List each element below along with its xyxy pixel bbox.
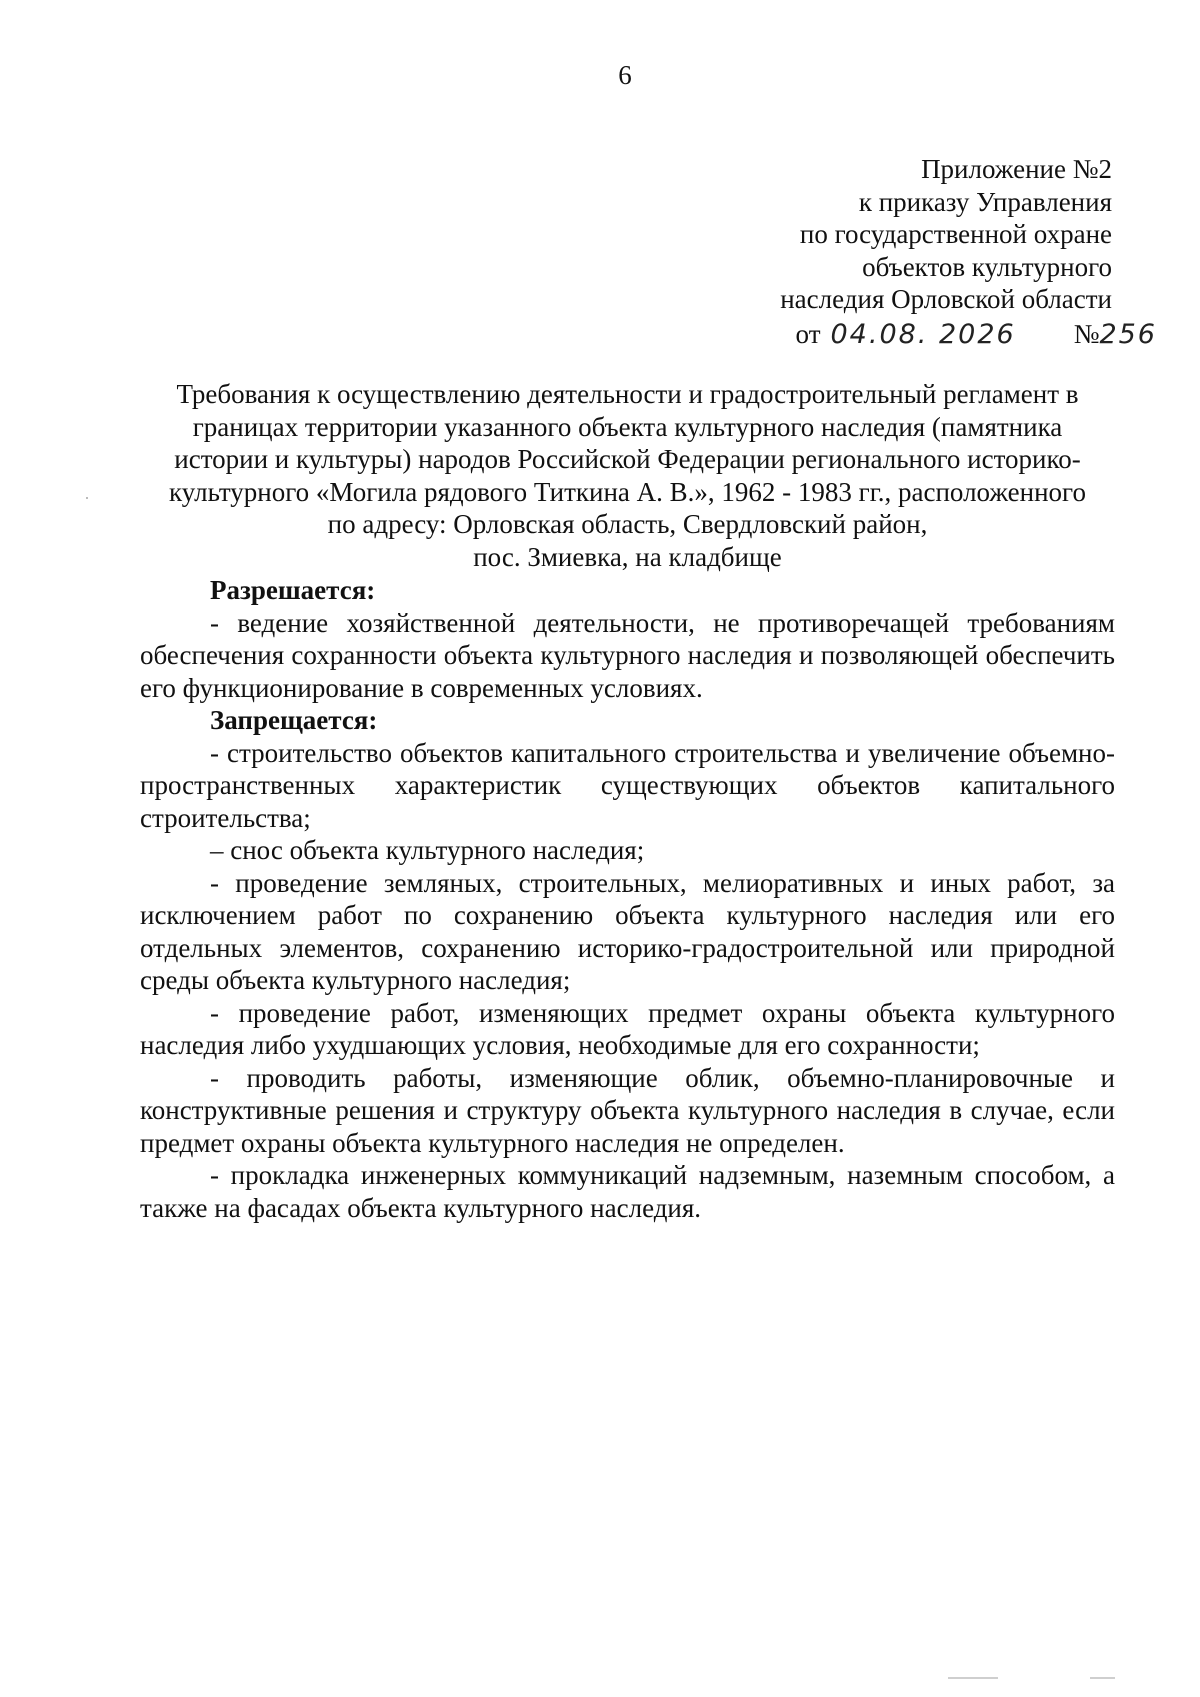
title-line: пос. Змиевка, на кладбище bbox=[473, 541, 782, 572]
scan-artifact bbox=[948, 1677, 998, 1679]
date-label: от bbox=[795, 318, 821, 349]
document-title bbox=[140, 378, 1115, 573]
scan-speck bbox=[86, 497, 88, 499]
allowed-heading: Разрешается: bbox=[210, 575, 376, 605]
appendix-line: Приложение №2 bbox=[921, 154, 1112, 184]
handwritten-number: 256 bbox=[1099, 318, 1157, 350]
scan-artifact bbox=[1090, 1677, 1115, 1679]
prohibited-item: - строительство объектов капитального строительства и увеличение объемно-пространственных характеристик существующих объектов капитального строительства; bbox=[140, 737, 1115, 833]
prohibited-heading: Запрещается: bbox=[210, 705, 378, 735]
title-line: по адресу: Орловская область, Свердловский район, bbox=[327, 509, 928, 539]
order-date-number-line bbox=[780, 318, 1157, 352]
prohibited-item: - проведение земляных, строительных, мелиоративных и иных работ, за исключением работ по сохранению объекта культурного наследия или его отдельных элементов, сохранению историко-градостроительной или природной среды объекта культурного наследия; bbox=[140, 867, 1115, 995]
appendix-line: объектов культурного bbox=[862, 251, 1112, 282]
title-line: культурного «Могила рядового Титкина А. В.», 1962 - 1983 гг., расположенного bbox=[169, 476, 1086, 507]
handwritten-date: 04.08. 2026 bbox=[830, 318, 1016, 350]
appendix-block bbox=[780, 153, 1157, 351]
page-number: 6 bbox=[618, 60, 632, 90]
appendix-line: к приказу Управления bbox=[858, 186, 1112, 217]
allowed-item: - ведение хозяйственной деятельности, не противоречащей требованиям обеспечения сохранности объекта культурного наследия и позволяющей обеспечить его функционирование в современных условиях. bbox=[140, 607, 1115, 703]
title-line: границах территории указанного объекта культурного наследия (памятника bbox=[192, 411, 1063, 442]
document-body bbox=[140, 574, 1115, 1224]
title-line: Требования к осуществлению деятельности и градостроительный регламент в bbox=[176, 379, 1079, 409]
prohibited-item: - проведение работ, изменяющих предмет охраны объекта культурного наследия либо ухудшающих условия, необходимые для его сохранности; bbox=[140, 997, 1115, 1060]
appendix-line: по государственной охране bbox=[799, 219, 1112, 249]
prohibited-item: - проводить работы, изменяющие облик, объемно-планировочные и конструктивные решения и структуру объекта культурного наследия в случае, если предмет охраны объекта культурного наследия не определен. bbox=[140, 1062, 1115, 1158]
prohibited-item: – снос объекта культурного наследия; bbox=[210, 835, 645, 865]
prohibited-item: - прокладка инженерных коммуникаций надземным, наземным способом, а также на фасадах объекта культурного наследия. bbox=[140, 1160, 1115, 1223]
title-line: истории и культуры) народов Российской Федерации регионального историко- bbox=[174, 444, 1081, 474]
number-label: № bbox=[1073, 318, 1100, 349]
appendix-line: наследия Орловской области bbox=[780, 284, 1112, 314]
